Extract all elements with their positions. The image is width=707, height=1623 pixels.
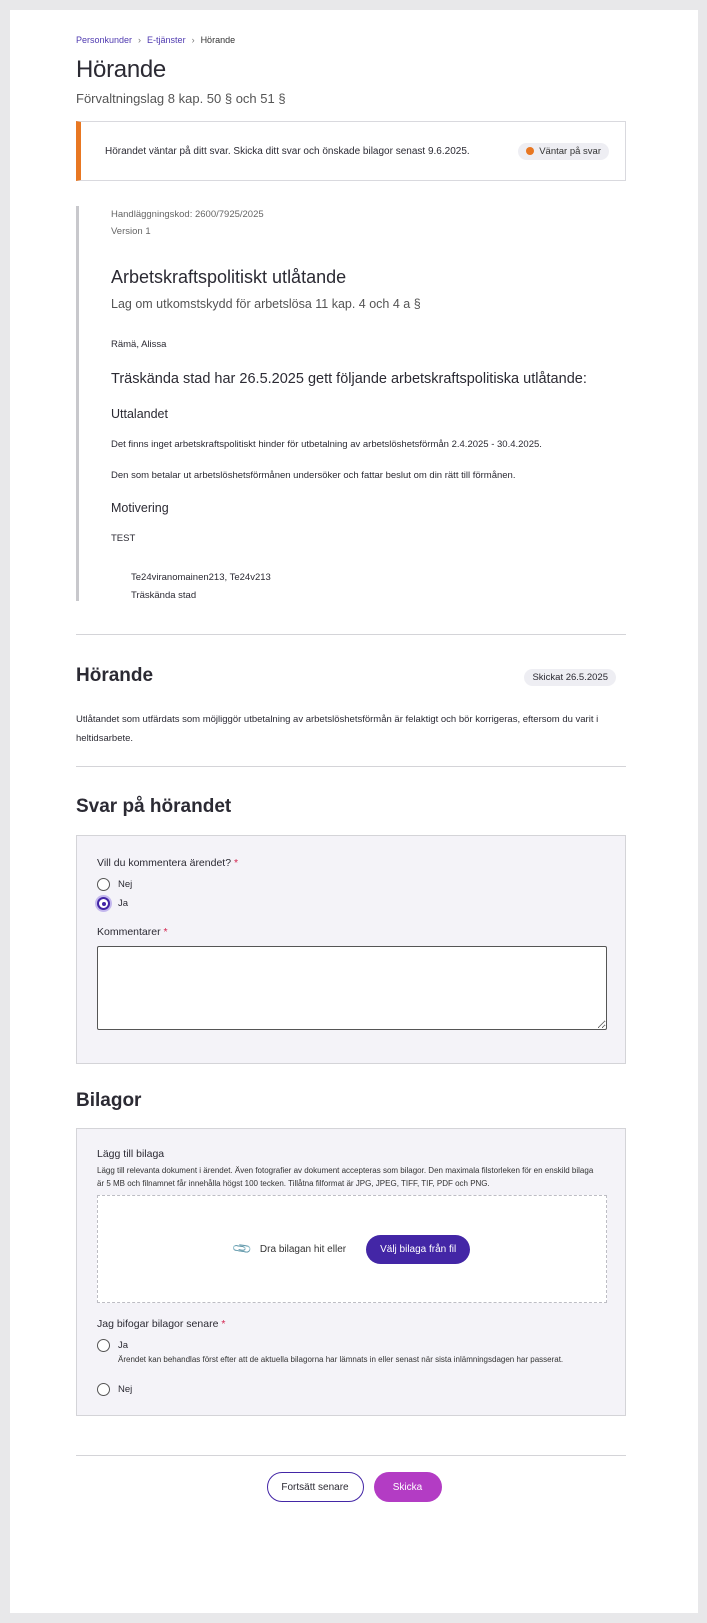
radio-option-nej[interactable]	[97, 878, 132, 891]
statement-heading: Uttalandet	[111, 407, 168, 421]
radio-label: Ja	[118, 898, 129, 909]
comment-question-text: Vill du kommentera ärendet?	[97, 857, 232, 869]
sent-badge: Skickat 26.5.2025	[524, 669, 616, 686]
breadcrumb-link-personkunder[interactable]: Personkunder	[76, 35, 133, 45]
attach-later-text: Jag bifogar bilagor senare	[97, 1318, 219, 1330]
chevron-right-icon: ›	[138, 35, 142, 45]
document-law: Lag om utkomstskydd för arbetslösa 11 kap. 4 och 4 a §	[111, 297, 421, 311]
motivation-heading: Motivering	[111, 501, 169, 515]
breadcrumb	[76, 35, 235, 45]
choose-file-button[interactable]: Välj bilaga från fil	[366, 1235, 470, 1264]
radio-button[interactable]	[97, 1339, 110, 1352]
status-badge-label: Väntar på svar	[539, 145, 601, 157]
comments-label-text: Kommentarer	[97, 926, 161, 938]
signature	[131, 569, 626, 605]
person-name: Rämä, Alissa	[111, 339, 167, 350]
radio-button[interactable]	[97, 878, 110, 891]
divider	[76, 634, 626, 635]
signer-organization: Träskända stad	[131, 590, 197, 601]
radio-label: Nej	[118, 1384, 133, 1395]
attachments-panel	[76, 1128, 626, 1416]
status-dot-icon	[526, 147, 534, 155]
status-notice	[76, 121, 626, 181]
statement-text-1: Det finns inget arbetskraftspolitiskt hinder för utbetalning av arbetslöshetsförmån 2.4.2025 - 30.4.2025.	[111, 439, 542, 450]
hearing-title: Hörande	[76, 665, 154, 686]
breadcrumb-current: Hörande	[200, 35, 236, 45]
radio-label: Ja	[118, 1340, 129, 1351]
submit-button[interactable]: Skicka	[374, 1472, 442, 1502]
answer-panel	[76, 835, 626, 1064]
radio-label: Nej	[118, 879, 133, 890]
attachments-title: Bilagor	[76, 1090, 142, 1111]
footer-actions	[10, 1472, 698, 1502]
comment-question-label	[97, 857, 238, 869]
drop-text: Dra bilagan hit eller	[259, 1243, 347, 1255]
statement-document	[76, 206, 626, 601]
statement-text-2: Den som betalar ut arbetslöshetsförmånen undersöker och fattar beslut om din rätt till förmånen.	[111, 470, 516, 481]
add-attachment-label: Lägg till bilaga	[97, 1148, 165, 1160]
notice-text: Hörandet väntar på ditt svar. Skicka ditt svar och önskade bilagor senast 9.6.2025.	[105, 145, 470, 157]
status-badge	[518, 143, 609, 160]
radio-button[interactable]	[97, 1383, 110, 1396]
motivation-text: TEST	[111, 533, 136, 544]
continue-later-button[interactable]: Fortsätt senare	[267, 1472, 364, 1502]
document-version: Version 1	[111, 226, 151, 237]
file-drop-zone[interactable]	[97, 1195, 607, 1303]
signer-name: Te24viranomainen213, Te24v213	[131, 572, 271, 583]
chevron-right-icon: ›	[191, 35, 195, 45]
statement-intro-heading: Träskända stad har 26.5.2025 gett följande arbetskraftspolitiska utlåtande:	[111, 371, 587, 387]
required-marker: *	[233, 857, 239, 869]
breadcrumb-link-e-tjanster[interactable]: E-tjänster	[147, 35, 186, 45]
divider	[76, 1455, 626, 1456]
answer-title: Svar på hörandet	[76, 796, 232, 817]
radio-option-ja[interactable]	[97, 897, 128, 910]
attach-later-help: Ärendet kan behandlas först efter att de aktuella bilagorna har lämnats in eller senast när sista inlämningsdagen har passerat.	[118, 1355, 564, 1364]
page	[10, 10, 698, 1613]
radio-button-selected[interactable]	[97, 897, 110, 910]
radio-option-later-ja[interactable]	[97, 1339, 128, 1352]
case-code: Handläggningskod: 2600/7925/2025	[111, 209, 264, 220]
required-marker: *	[163, 926, 168, 938]
page-subtitle: Förvaltningslag 8 kap. 50 § och 51 §	[76, 91, 286, 106]
hearing-text: Utlåtandet som utfärdats som möjliggör utbetalning av arbetslöshetsförmån är felaktigt och bör korrigeras, eftersom du varit i heltidsarbete.	[76, 714, 599, 744]
attach-later-label	[97, 1318, 225, 1330]
radio-option-later-nej[interactable]	[97, 1383, 132, 1396]
paperclip-icon: 📎	[230, 1237, 253, 1260]
required-marker: *	[221, 1318, 226, 1330]
divider	[76, 766, 626, 767]
add-attachment-help: Lägg till relevanta dokument i ärendet. Även fotografier av dokument accepteras som bilagor. Den maximala filstorleken för en enskild bilaga är 5 MB och filnamnet får innehålla högst 100 tecken. Tillåtna filformat är JPG, JPEG, TIFF, TIF, PDF och PNG.	[97, 1166, 594, 1188]
document-title: Arbetskraftspolitiskt utlåtande	[111, 267, 347, 287]
page-title: Hörande	[76, 56, 166, 83]
comments-textarea[interactable]	[97, 946, 607, 1030]
comments-label	[97, 926, 168, 938]
